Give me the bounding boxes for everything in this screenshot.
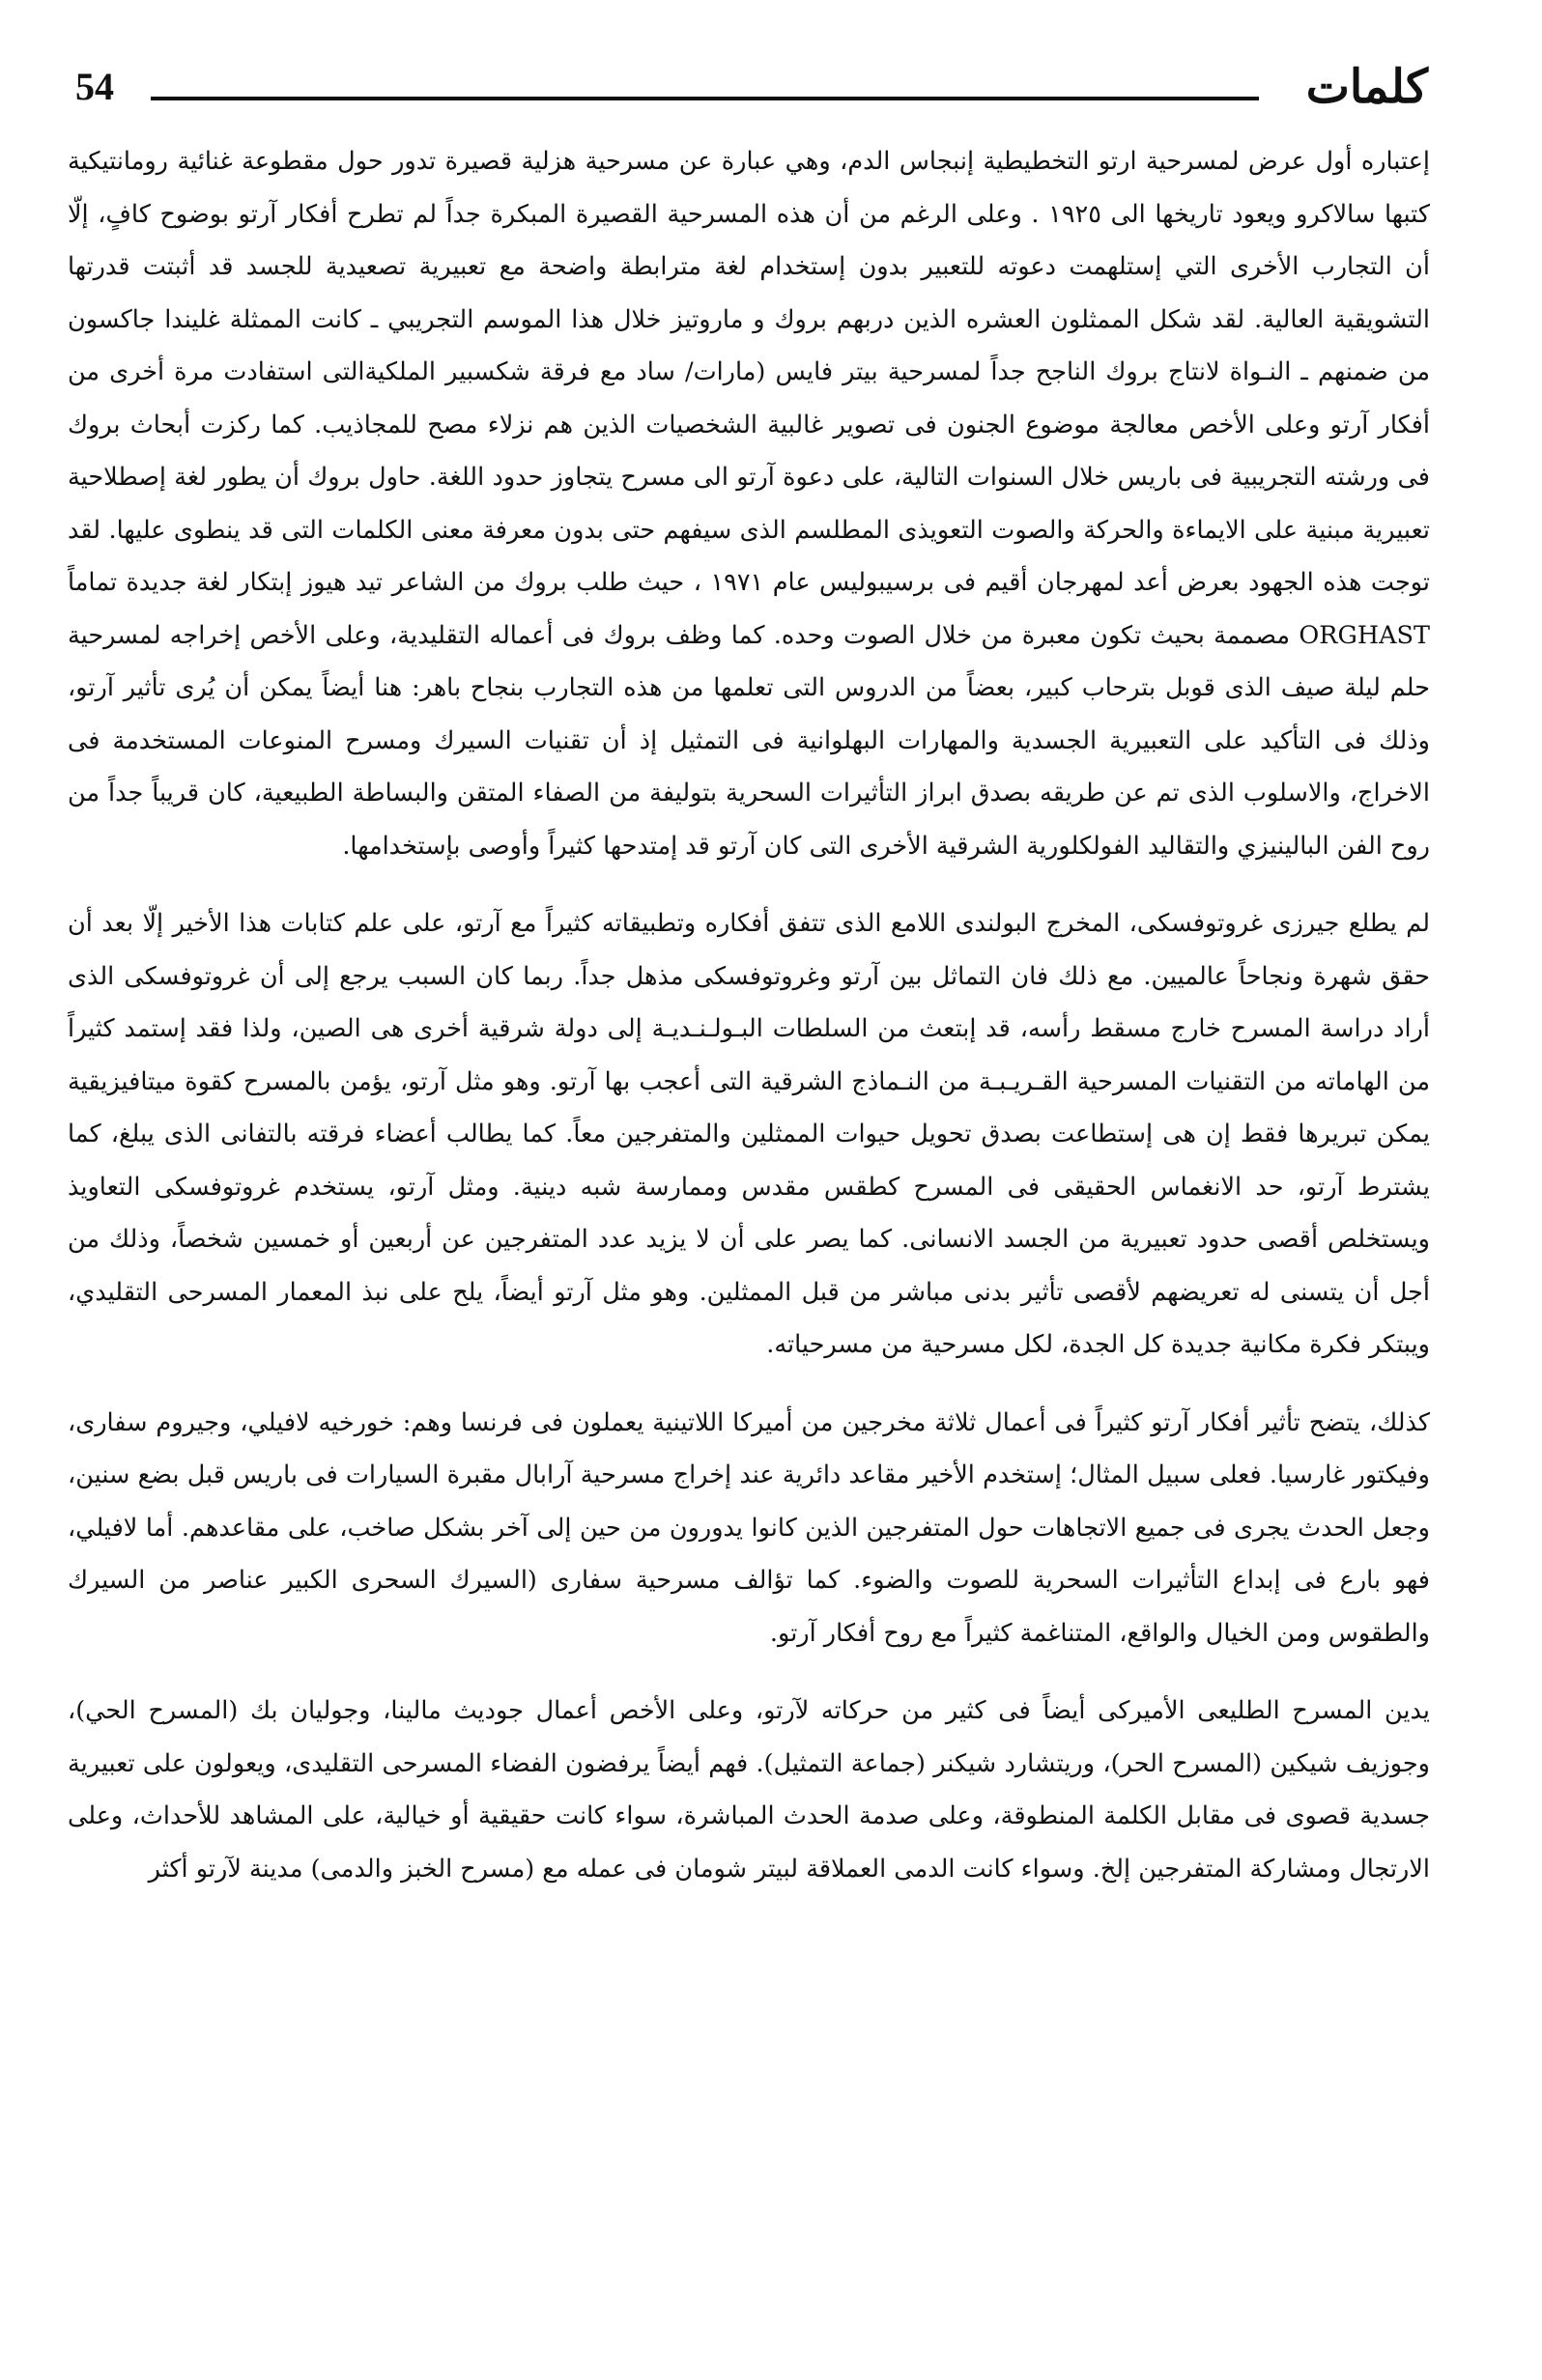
header-rule [151, 97, 1259, 100]
paragraph-4: يدين المسرح الطليعى الأميركى أيضاً فى كثير من حركاته لآرتو، وعلى الأخص أعمال جوديث مالينا، وجوليان بك (المسرح الحي)، وجوزيف شيكين (المسرح الحر)، وريتشارد شيكنر (جماعة التمثيل). فهم أيضاً يرفضون الفضاء المسرحى التقليدى، ويعولون على تعبيرية جسدية قصوى فى مقابل الكلمة المنطوقة، وعلى صدمة الحدث المباشرة، سواء كانت حقيقية أو خيالية، على المشاهد للأحداث، وعلى الارتجال ومشاركة المتفرجين إلخ. وسواء كانت الدمى العملاقة لبيتر شومان فى عمله مع (مسرح الخبز والدمى) مدينة لآرتو أكثر [68, 1696, 1430, 1884]
paragraph-3: كذلك، يتضح تأثير أفكار آرتو كثيراً فى أعمال ثلاثة مخرجين من أميركا اللاتينية يعملون فى فرنسا وهم: خورخيه لافيلي، وجيروم سفارى، وفيكتور غارسيا. فعلى سبيل المثال؛ إستخدم الأخير مقاعد دائرية عند إخراج مسرحية آرابال مقبرة السيارات فى باريس قبل بضع سنين، وجعل الحدث يجرى فى جميع الاتجاهات حول المتفرجين الذين كانوا يدورون من حين إلى آخر بشكل صاخب، على مقاعدهم. أما لافيلي، فهو بارع فى إبداع التأثيرات السحرية للصوت والضوء. كما تؤالف مسرحية سفارى (السيرك السحرى الكبير عناصر من السيرك والطقوس ومن الخيال والواقع، المتناغمة كثيراً مع روح أفكار آرتو. [68, 1407, 1430, 1648]
paragraph-2: لم يطلع جيرزى غروتوفسكى، المخرج البولندى اللامع الذى تتفق أفكاره وتطبيقاته كثيراً مع آرتو، على علم كتابات هذا الأخير إلّا بعد أن حقق شهرة ونجاحاً عالميين. مع ذلك فان التماثل بين آرتو وغروتوفسكى مذهل جداً. ربما كان السبب يرجع إلى أن غروتوفسكى الذى أراد دراسة المسرح خارج مسقط رأسه، قد إبتعث من السلطات البـولـنـديـة إلى دولة شرقية أخرى هى الصين، ولذا فقد إستمد كثيراً من الهاماته من التقنيات المسرحية القـريـبـة من النـماذج الشرقية التى أعجب بها آرتو. وهو مثل آرتو، يؤمن بالمسرح كقوة ميتافيزيقية يمكن تبريرها فقط إن هى إستطاعت بصدق تحويل حيوات الممثلين والمتفرجين معاً. كما يطالب أعضاء فرقته بالتفانى الذى يبلغ، كما يشترط آرتو، حد الانغماس الحقيقى فى المسرح كطقس مقدس وممارسة شبه دينية. ومثل آرتو، يستخدم غروتوفسكى التعاويذ ويستخلص أقصى حدود تعبيرية من الجسد الانسانى. كما يصر على أن لا يزيد عدد المتفرجين عن أربعين أو خمسين شخصاً، وذلك من أجل أن يتسنى له تعريضهم لأقصى تأثير بدنى مباشر من قبل الممثلين. وهو مثل آرتو أيضاً، يلح على نبذ المعمار المسرحى التقليدي، ويبتكر فكرة مكانية جديدة كل الجدة، لكل مسرحية من مسرحياته. [68, 909, 1430, 1359]
paragraph-1: إعتباره أول عرض لمسرحية ارتو التخطيطية إنبجاس الدم، وهي عبارة عن مسرحية هزلية قصيرة تدور حول مقطوعة غنائية رومانتيكية كتبها سالاكرو ويعود تاريخها الى ١٩٢٥ . وعلى الرغم من أن هذه المسرحية القصيرة المبكرة جداً لم تطرح أفكار آرتو بوضوح كافٍ، إلّا أن التجارب الأخرى التي إستلهمت دعوته للتعبير بدون إستخدام لغة مترابطة واضحة مع تعبيرية تصعيدية للجسد قد أثبتت قدرتها التشويقية العالية. لقد شكل الممثلون العشره الذين دربهم بروك و ماروتيز خلال هذا الموسم التجريبي ـ كانت الممثلة غليندا جاكسون من ضمنهم ـ النـواة لانتاج بروك الناجح جداً لمسرحية بيتر فايس (مارات/ ساد مع فرقة شكسبير الملكيةالتى استفادت مرة أخرى من أفكار آرتو وعلى الأخص معالجة موضوع الجنون فى تصوير غالبية الشخصيات الذين هم نزلاء مصح للمجاذيب. كما ركزت أبحاث بروك فى ورشته التجريبية فى باريس خلال السنوات التالية، على دعوة آرتو الى مسرح يتجاوز حدود اللغة. حاول بروك أن يطور لغة إصطلاحية تعبيرية مبنية على الايماءة والحركة والصوت التعويذى المطلسم الذى سيفهم حتى بدون معرفة معنى الكلمات التى قد ينطوى عليها. لقد توجت هذه الجهود بعرض أعد لمهرجان أقيم فى برسيبوليس عام ١٩٧١ ، حيث طلب بروك من الشاعر تيد هيوز إبتكار لغة جديدة تماماً ORGHAST مصممة بحيث تكون معبرة من خلال الصوت وحده. كما وظف بروك فى أعماله التقليدية، وعلى الأخص إخراجه لمسرحية حلم ليلة صيف الذى قوبل بترحاب كبير، بعضاً من الدروس التى تعلمها من هذه التجارب بنجاح باهر: هنا أيضاً يمكن أن يُرى تأثير آرتو، وذلك فى التأكيد على التعبيرية الجسدية والمهارات البهلوانية فى التمثيل إذ أن تقنيات السيرك ومسرح المنوعات المستخدمة فى الاخراج، والاسلوب الذى تم عن طريقه بصدق ابراز التأثيرات السحرية بتوليفة من الصفاء المتقن والبساطة الطبيعية، كان قريباً جداً من روح الفن البالينيزي والتقاليد الفولكلورية الشرقية الأخرى التى كان آرتو قد إمتدحها كثيراً وأوصى بإستخدامها. [68, 147, 1430, 861]
page-number: 54 [75, 65, 114, 108]
article-body [68, 135, 1430, 2341]
journal-title: كلمات [1305, 60, 1428, 114]
page-header [75, 60, 1428, 122]
